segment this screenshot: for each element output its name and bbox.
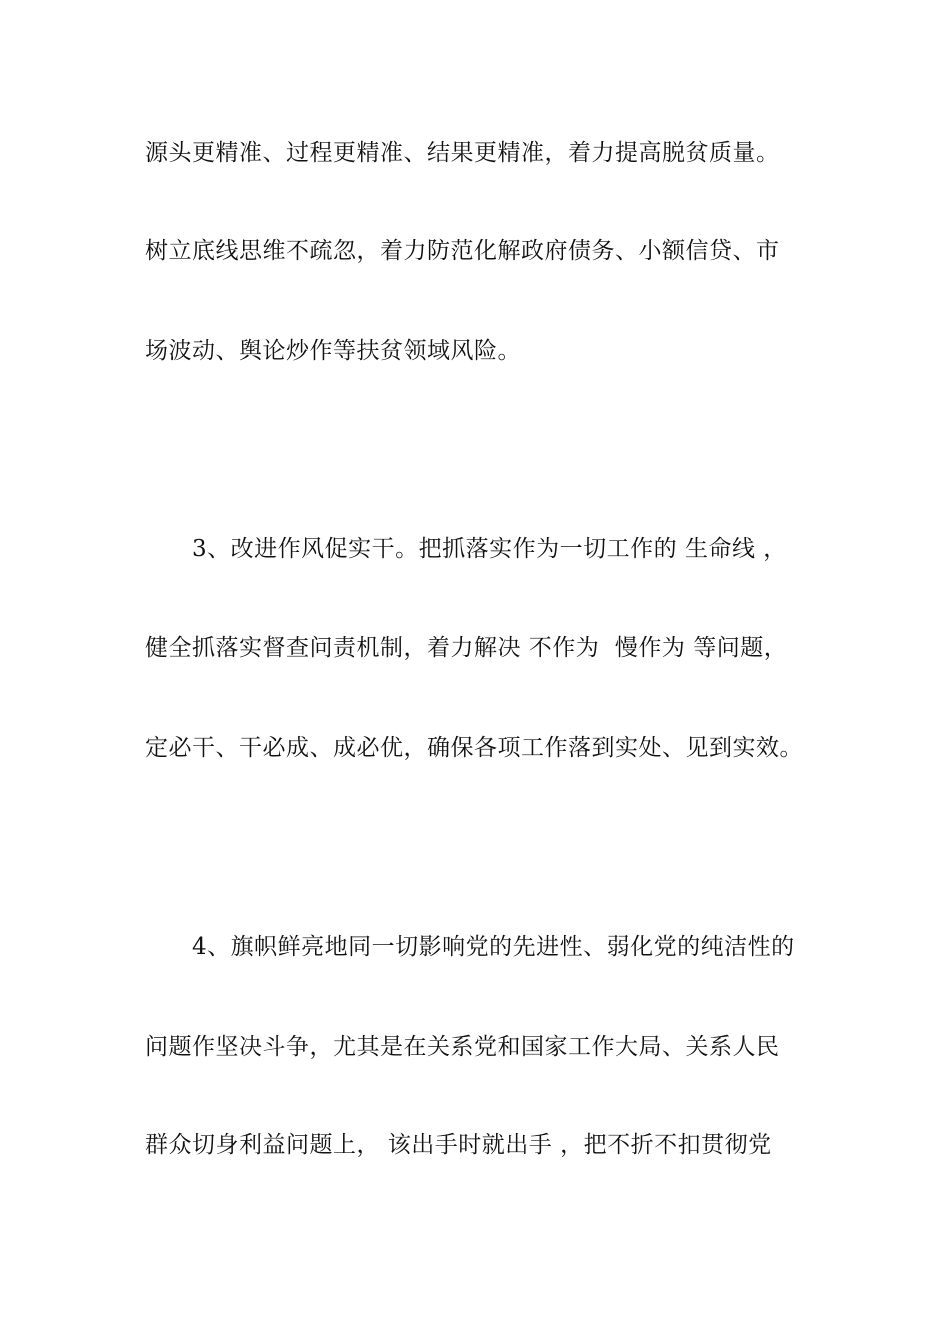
paragraph-3-line-3: 定必干、干必成、成必优，确保各项工作落到实处、见到实效。 <box>145 735 803 761</box>
text-line-3: 场波动、舆论炒作等扶贫领域风险。 <box>145 338 521 364</box>
paragraph-4-line-3: 群众切身利益问题上， 该出手时就出手 ，把不折不扣贯彻党 <box>145 1132 772 1158</box>
text-line-2: 树立底线思维不疏忽，着力防范化解政府债务、小额信贷、市 <box>145 238 780 264</box>
paragraph-3-line-1: 3、改进作风促实干。把抓落实作为一切工作的 生命线 ， <box>192 536 787 562</box>
text-line-1: 源头更精准、过程更精准、结果更精准，着力提高脱贫质量。 <box>145 140 780 166</box>
paragraph-4-line-2: 问题作坚决斗争，尤其是在关系党和国家工作大局、关系人民 <box>145 1034 780 1060</box>
paragraph-3-line-2: 健全抓落实督查问责机制，着力解决 不作为 慢作为 等问题， <box>145 635 788 661</box>
paragraph-4-line-1: 4、旗帜鲜亮地同一切影响党的先进性、弱化党的纯洁性的 <box>192 934 795 960</box>
